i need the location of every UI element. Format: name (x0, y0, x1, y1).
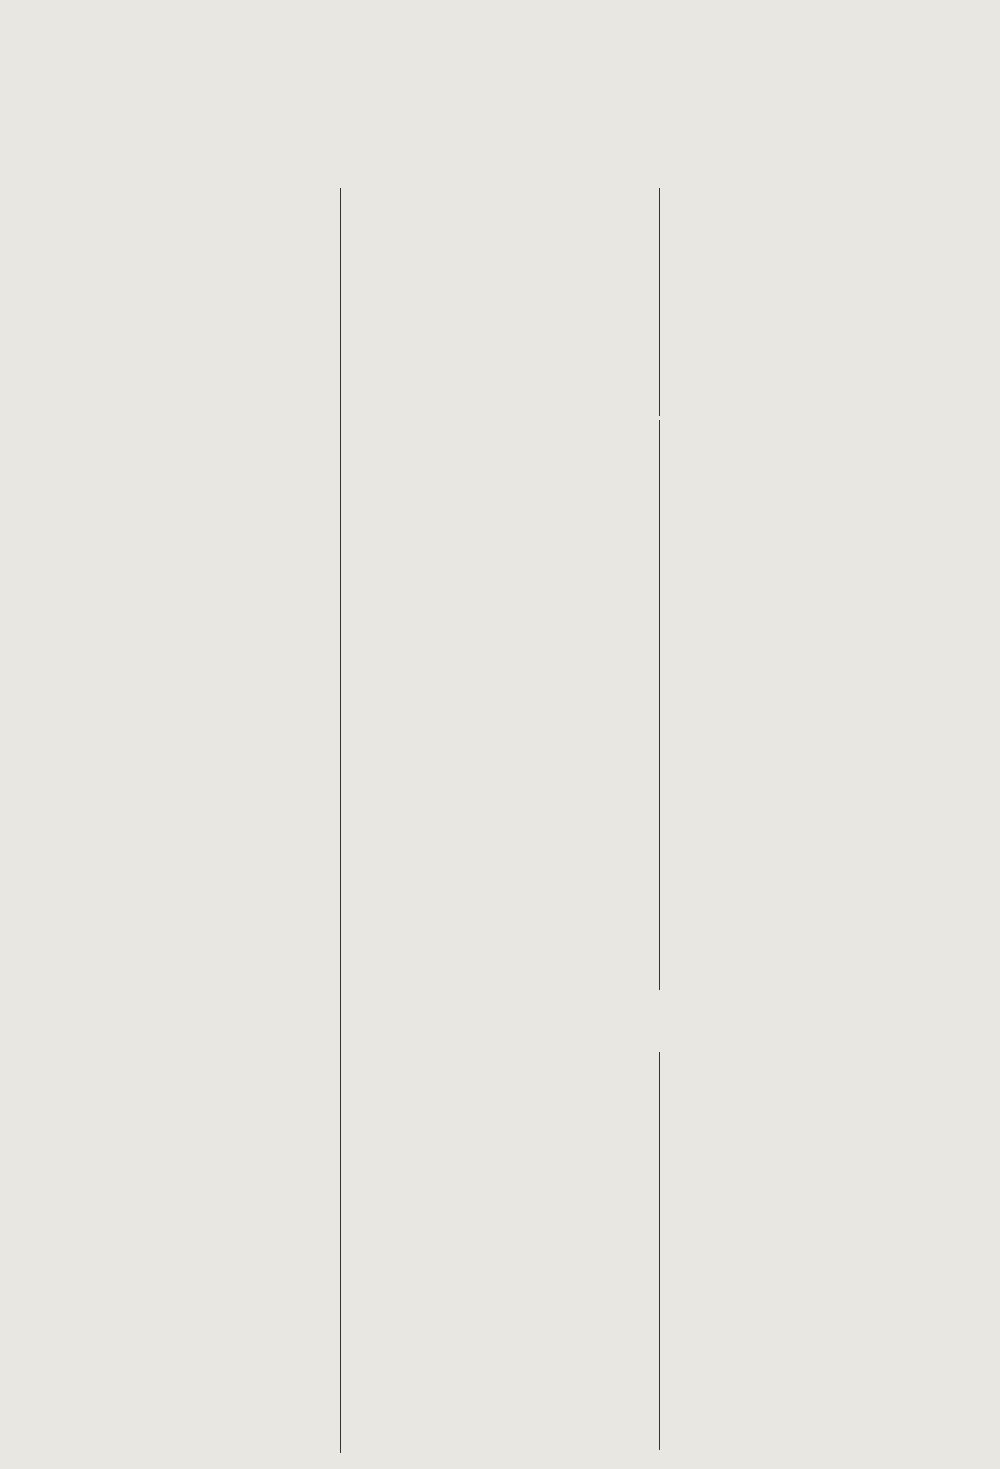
section-arbeitersport-left (348, 420, 652, 990)
column-3 (666, 188, 948, 368)
section-arbeiterklasse-left (348, 1052, 652, 1450)
column-divider (659, 188, 660, 416)
column-2 (348, 188, 652, 416)
column-divider (659, 420, 660, 990)
column-1 (58, 188, 334, 1448)
section-arbeitersport-right (666, 420, 948, 990)
column-divider (659, 1052, 660, 1450)
section-arbeiterklasse-right (666, 1052, 948, 1450)
column-divider (340, 188, 341, 1453)
